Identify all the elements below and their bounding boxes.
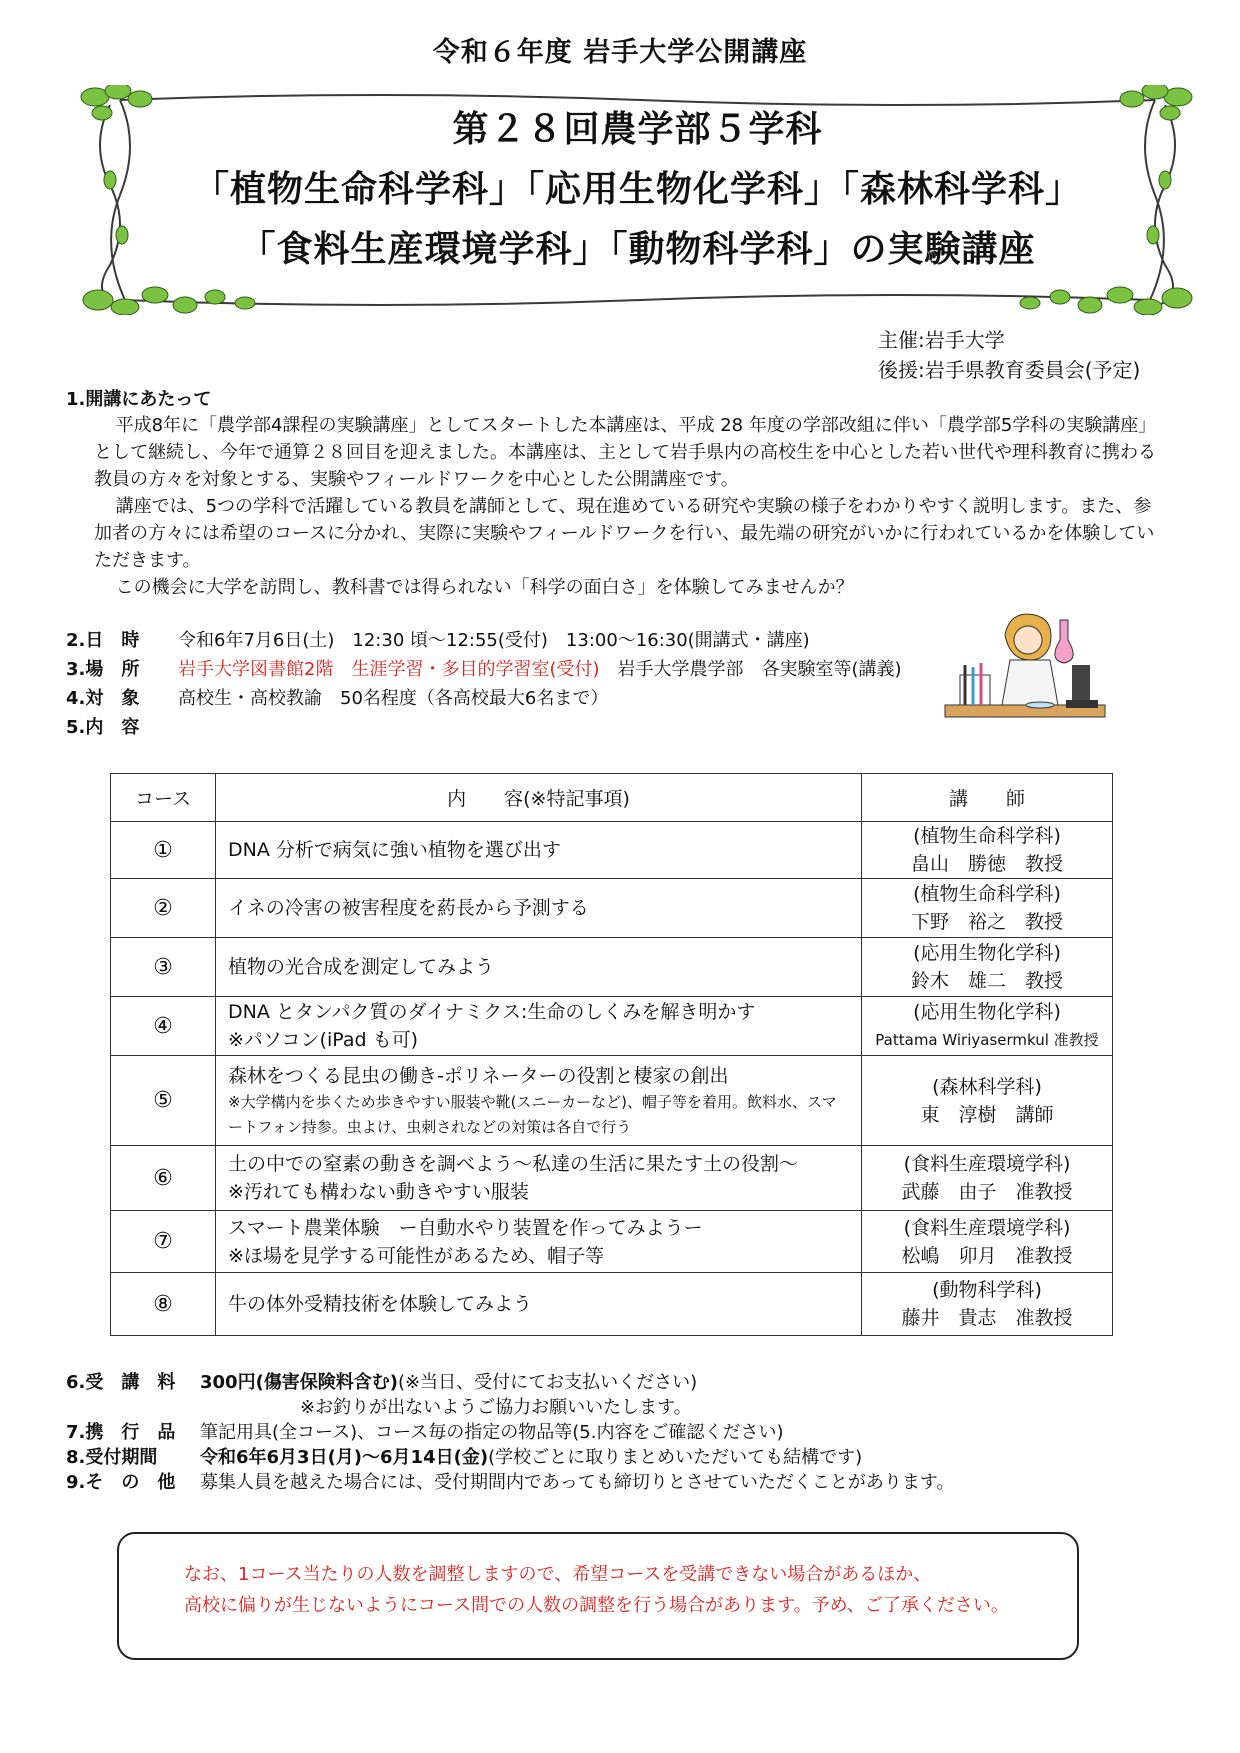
course-number: ⑥ xyxy=(111,1146,216,1211)
table-row xyxy=(111,1273,1113,1336)
teacher-name: 鈴木 雄二 教授 xyxy=(910,970,1063,992)
course-teacher xyxy=(862,879,1113,938)
intro-paragraph-2: 講座では、5つの学科で活躍している教員を講師として、現在進めている研究や実験の様子をわかりやすく説明します。また、参加者の方々には希望のコースに分かれ、実際に実験やフィールドワークを行い、最先端の研究がいかに行われているかを体験していただきます。 xyxy=(94,496,1155,571)
course-table xyxy=(110,773,1113,1336)
headline-line-3: 「食料生産環境学科」「動物科学科」の実験講座 xyxy=(239,229,1036,270)
teacher-dept: (食料生産環境学科) xyxy=(903,1216,1071,1239)
table-row xyxy=(111,879,1113,938)
course-teacher xyxy=(862,938,1113,997)
headline-line-1: 第２８回農学部５学科 xyxy=(452,109,823,150)
period-note: (学校ごとに取りまとめいただいても結構です) xyxy=(488,1447,863,1468)
course-content xyxy=(216,1056,862,1146)
course-content xyxy=(216,822,862,879)
course-number: ① xyxy=(111,822,216,879)
teacher-name: 武藤 由子 准教授 xyxy=(901,1181,1073,1203)
table-row xyxy=(111,938,1113,997)
course-title: スマート農業体験 ー自動水やり装置を作ってみようー xyxy=(228,1216,703,1239)
teacher-dept: (森林科学科) xyxy=(932,1075,1042,1098)
course-note: ※大学構内を歩くため歩きやすい服装や靴(スニーカーなど)、帽子等を着用。飲料水、スマートフォン持参。虫よけ、虫刺されなどの対策は各自で行う xyxy=(228,1092,837,1136)
support: 後援:岩手県教育委員会(予定) xyxy=(878,358,1141,382)
teacher-name: Pattama Wiriyasermkul 准教授 xyxy=(875,1031,1099,1049)
course-number: ④ xyxy=(111,997,216,1056)
course-content xyxy=(216,938,862,997)
course-teacher xyxy=(862,1273,1113,1336)
items-value: 筆記用具(全コース)、コース毎の指定の物品等(5.内容をご確認ください) xyxy=(200,1422,784,1443)
fee-note: ※お釣りが出ないようご協力お願いいたします。 xyxy=(300,1397,692,1418)
teacher-dept: (食料生産環境学科) xyxy=(903,1153,1071,1175)
year-title: 令和６年度 岩手大学公開講座 xyxy=(432,37,808,68)
headline xyxy=(80,100,1195,280)
other-label: 9.そ の 他 xyxy=(66,1472,176,1493)
course-title: イネの冷害の被害程度を葯長から予測する xyxy=(228,897,589,919)
course-number: ② xyxy=(111,879,216,938)
items-row xyxy=(66,1420,954,1445)
teacher-dept: (動物科学科) xyxy=(932,1279,1042,1301)
teacher-name: 下野 裕之 教授 xyxy=(910,911,1063,933)
fee-amount: 300円(傷害保険料含む) xyxy=(200,1372,399,1393)
course-teacher xyxy=(862,1146,1113,1211)
scientist-illustration xyxy=(940,605,1110,735)
course-teacher xyxy=(862,822,1113,879)
other-row xyxy=(66,1470,954,1495)
teacher-name: 藤井 貴志 准教授 xyxy=(901,1307,1073,1329)
table-row xyxy=(111,997,1113,1056)
items-label: 7.携 行 品 xyxy=(66,1422,176,1443)
course-number: ⑤ xyxy=(111,1056,216,1146)
course-number: ⑧ xyxy=(111,1273,216,1336)
header-teacher: 講 師 xyxy=(862,774,1113,822)
info-content xyxy=(66,713,178,742)
teacher-dept: (応用生物化学科) xyxy=(913,942,1061,964)
fee-row xyxy=(66,1370,954,1395)
notice-line-1: なお、1コース当たりの人数を調整しますので、希望コースを受講できない場合があるほか、 xyxy=(184,1564,932,1585)
teacher-dept: (植物生命科学科) xyxy=(913,825,1061,847)
course-title: 牛の体外受精技術を体験してみよう xyxy=(228,1293,533,1315)
course-content xyxy=(216,1146,862,1211)
notice-line-2: 高校に偏りが生じないようにコース間での人数の調整を行う場合があります。予め、ご了承ください。 xyxy=(184,1595,1009,1616)
host: 主催:岩手大学 xyxy=(878,328,1005,352)
fee-payment: (※当日、受付にてお支払いください) xyxy=(398,1372,698,1393)
course-content xyxy=(216,997,862,1056)
details-block xyxy=(66,1370,954,1495)
table-header-row xyxy=(111,774,1113,822)
table-row xyxy=(111,1211,1113,1273)
course-note: ※パソコン(iPad も可) xyxy=(228,1029,418,1051)
period-label: 8.受付期間 xyxy=(66,1447,158,1468)
course-content xyxy=(216,1211,862,1273)
header-course: コース xyxy=(111,774,216,822)
date-value: 令和6年7月6日(土) 12:30 頃〜12:55(受付) 13:00〜16:30(開講式・講座) xyxy=(178,630,810,651)
teacher-name: 畠山 勝徳 教授 xyxy=(910,853,1063,875)
teacher-name: 松嶋 卯月 准教授 xyxy=(901,1244,1073,1267)
teacher-name: 東 淳樹 講師 xyxy=(920,1103,1054,1126)
course-teacher xyxy=(862,997,1113,1056)
target-value: 高校生・高校教諭 50名程度（各高校最大6名まで） xyxy=(178,688,609,709)
course-title: 森林をつくる昆虫の働き-ポリネーターの役割と棲家の創出 xyxy=(228,1064,729,1087)
period-dates: 令和6年6月3日(月)〜6月14日(金) xyxy=(200,1447,489,1468)
notice-box xyxy=(117,1532,1079,1660)
table-row xyxy=(111,1056,1113,1146)
course-number: ③ xyxy=(111,938,216,997)
info-date xyxy=(66,626,810,655)
course-note: ※ほ場を見学する可能性があるため、帽子等 xyxy=(228,1244,605,1267)
target-label: 4.対 象 xyxy=(66,688,140,709)
sponsor-block xyxy=(878,325,1140,385)
info-place xyxy=(66,655,902,684)
course-title: DNA 分析で病気に強い植物を選び出す xyxy=(228,839,561,861)
table-row xyxy=(111,822,1113,879)
fee-label: 6.受 講 料 xyxy=(66,1372,176,1393)
intro-paragraph-1: 平成8年に「農学部4課程の実験講座」としてスタートした本講座は、平成 28 年度の学部改組に伴い「農学部5学科の実験講座」として継続し、今年で通算２８回目を迎えました。本講座は、主として岩手県内の高校生を中心とした若い世代や理科教育に携わる教員の方々を対象とする、実験やフィールドワークを中心とした公開講座です。 xyxy=(94,415,1157,490)
place-value-lecture: 岩手大学農学部 各実験室等(講義) xyxy=(617,659,902,680)
table-row xyxy=(111,1146,1113,1211)
date-label: 2.日 時 xyxy=(66,630,140,651)
intro-heading: 1.開講にあたって xyxy=(66,389,212,410)
teacher-dept: (植物生命科学科) xyxy=(913,883,1061,905)
period-row xyxy=(66,1445,954,1470)
other-value: 募集人員を越えた場合には、受付期間内であっても締切りとさせていただくことがあります。 xyxy=(200,1472,955,1493)
place-label: 3.場 所 xyxy=(66,659,140,680)
course-title: DNA とタンパク質のダイナミクス:生命のしくみを解き明かす xyxy=(228,1001,756,1023)
intro-text xyxy=(94,412,1164,601)
teacher-dept: (応用生物化学科) xyxy=(913,1001,1061,1023)
headline-line-2: 「植物生命科学科」「応用生物化学科」「森林科学科」 xyxy=(192,169,1082,210)
header-content: 内 容(※特記事項) xyxy=(216,774,862,822)
intro-paragraph-3: この機会に大学を訪問し、教科書では得られない「科学の面白さ」を体験してみませんか？ xyxy=(115,577,854,598)
course-number: ⑦ xyxy=(111,1211,216,1273)
place-value-reception: 岩手大学図書館2階 生涯学習・多目的学習室(受付) xyxy=(178,659,600,680)
course-content xyxy=(216,1273,862,1336)
course-title: 土の中での窒素の動きを調べよう〜私達の生活に果たす土の役割〜 xyxy=(228,1153,799,1175)
course-teacher xyxy=(862,1211,1113,1273)
content-label: 5.内 容 xyxy=(66,717,140,738)
course-content xyxy=(216,879,862,938)
course-teacher xyxy=(862,1056,1113,1146)
info-target xyxy=(66,684,608,713)
course-note: ※汚れても構わない動きやすい服装 xyxy=(228,1181,529,1203)
course-title: 植物の光合成を測定してみよう xyxy=(228,956,495,978)
